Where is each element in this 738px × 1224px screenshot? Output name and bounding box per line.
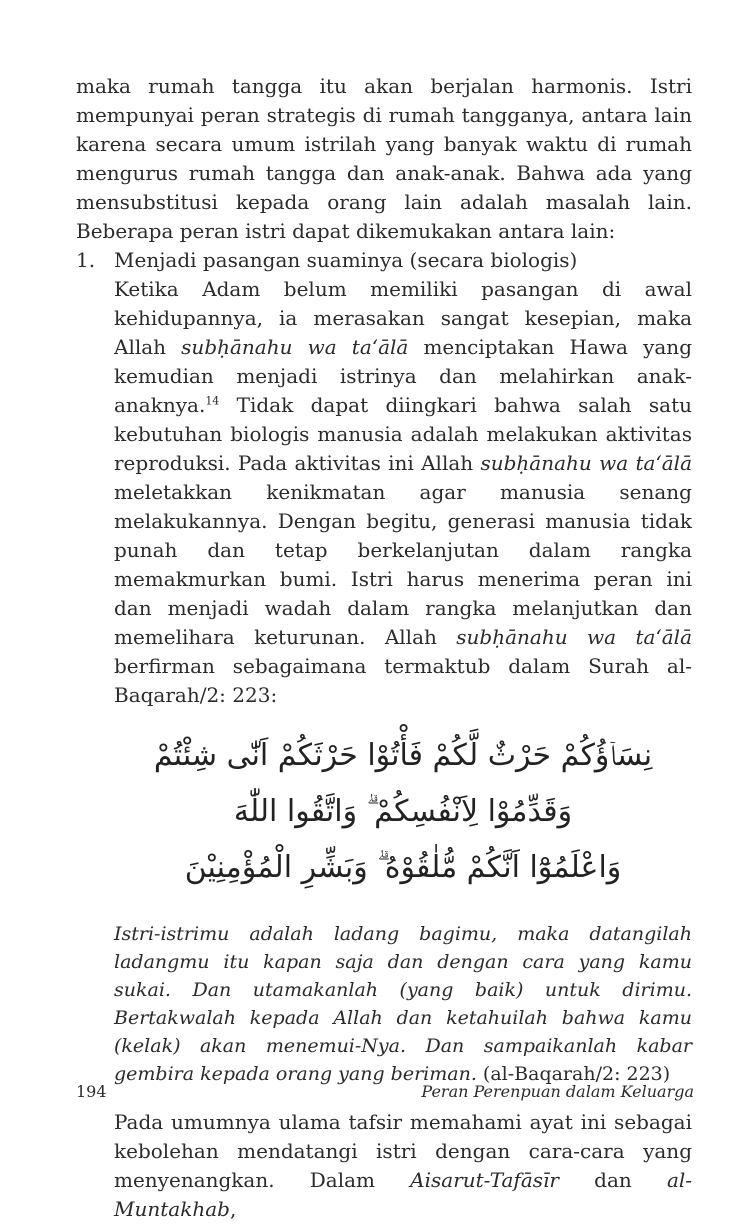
item-paragraph xyxy=(114,275,692,710)
item-text-5: berfirman sebagaimana termaktub dalam Surah al-Baqarah/2: 223: xyxy=(114,654,692,707)
item-text-4: meletakkan kenikmatan agar manusia senang melakukannya. Dengan begitu, generasi manusia tidak punah dan tetap berkelanjutan dalam rangka memakmurkan bumi. Istri harus menerima peran ini dan menjadi wadah dalam rangka melanjutkan dan memelihara keturunan. Allah xyxy=(114,480,692,649)
term-subhanahu-3: subḥānahu wa ta‘ālā xyxy=(456,625,693,649)
arabic-verse xyxy=(114,728,692,896)
running-title: Peran Perenpuan dalam Keluarga xyxy=(421,1082,694,1101)
intro-paragraph: maka rumah tangga itu akan berjalan harmonis. Istri mempunyai peran strategis di rumah tangganya, antara lain karena secara umum istrilah yang banyak waktu di rumah mengurus rumah tangga dan anak-anak. Bahwa ada yang mensubstitusi kepada orang lain adalah masalah lain. Beberapa peran istri dapat dikemukakan antara lain: xyxy=(76,74,692,243)
item-text-1: Ketika Adam belum memiliki pasangan di awal kehidupannya, ia merasakan sangat kesepian, maka Allah xyxy=(114,277,692,359)
book-title-aisarut: Aisarut-Tafāsīr xyxy=(410,1168,559,1192)
page-footer xyxy=(76,1082,694,1101)
item-text-2: menciptakan Hawa yang kemudian menjadi istrinya dan melahirkan anak-anaknya. xyxy=(114,335,692,417)
page-number: 194 xyxy=(76,1082,107,1101)
list-heading: Menjadi pasangan suaminya (secara biologis) xyxy=(114,248,578,272)
list-number: 1. xyxy=(76,248,96,272)
footnote-ref[interactable]: 14 xyxy=(205,394,220,408)
page-body xyxy=(76,72,692,1224)
item-text-3: Tidak dapat diingkari bahwa salah satu kebutuhan biologis manusia adalah melakukan aktivitas reproduksi. Pada aktivitas ini Allah xyxy=(114,393,692,475)
term-subhanahu-2: subḥānahu wa ta‘ālā xyxy=(480,451,693,475)
closing-text-2: dan xyxy=(558,1168,667,1192)
list-item-1 xyxy=(76,246,692,275)
arabic-line-2: وَاعْلَمُوْٓا اَنَّكُمْ مُّلٰقُوْهُ ۗ وَبَشِّرِ الْمُؤْمِنِيْنَ xyxy=(184,850,622,885)
arabic-line-1: نِسَاۤؤُكُمْ حَرْثٌ لَّكُمْ فَأْتُوْا حَرْثَكُمْ اَنّٰى شِئْتُمْ وَقَدِّمُوْا لِاَنْفُسِكُمْ ۗ وَاتَّقُوا اللّٰهَ xyxy=(153,738,653,829)
translation-text: Istri-istrimu adalah ladang bagimu, maka datangilah ladangmu itu kapan saja dan dengan cara yang kamu sukai. Dan utamakanlah (yang baik) untuk dirimu. Bertakwalah kepada Allah dan ketahuilah bahwa kamu (kelak) akan menemui-Nya. Dan sampaikanlah kabar gembira kepada orang yang beriman. xyxy=(114,923,692,1085)
translation-citation: (al-Baqarah/2: 223) xyxy=(476,1063,671,1085)
term-subhanahu-1: subḥānahu wa ta‘ālā xyxy=(181,335,409,359)
closing-paragraph xyxy=(114,1108,692,1224)
book-title-muntakhab: al-Muntakhab xyxy=(114,1168,693,1221)
closing-text-3: , xyxy=(229,1197,237,1221)
closing-text-1: Pada umumnya ulama tafsir memahami ayat ini sebagai kebolehan mendatangi istri dengan cara-cara yang menyenangkan. Dalam xyxy=(114,1110,692,1192)
verse-translation xyxy=(114,920,692,1088)
